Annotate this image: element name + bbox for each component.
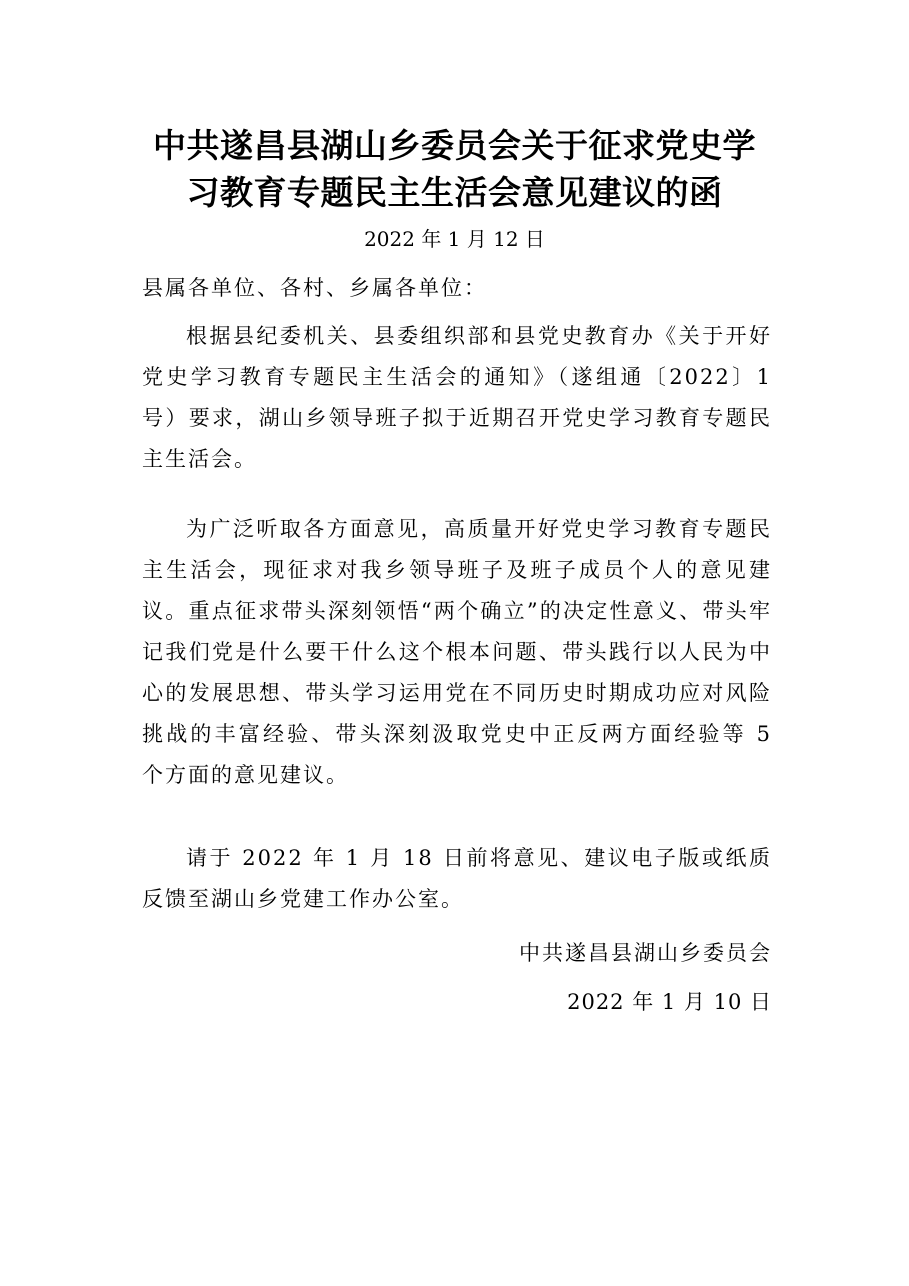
document-date: 2022 年 1 月 12 日 bbox=[364, 227, 545, 251]
salutation: 县属各单位、各村、乡属各单位： bbox=[142, 276, 487, 300]
signature-organization: 中共遂昌县湖山乡委员会 bbox=[519, 941, 772, 965]
body-paragraph-3: 请于 2022 年 1 月 18 日前将意见、建议电子版或纸质反馈至湖山乡党建工作办公室。 bbox=[142, 846, 772, 911]
body-paragraph-1: 根据县纪委机关、县委组织部和县党史教育办《关于开好党史学习教育专题民主生活会的通知》（遂组通〔2022〕1 号）要求，湖山乡领导班子拟于近期召开党史学习教育专题民主生活会。 bbox=[142, 324, 772, 471]
document-title bbox=[120, 122, 789, 216]
title-line-2: 习教育专题民主生活会意见建议的函 bbox=[186, 173, 723, 212]
title-line-1: 中共遂昌县湖山乡委员会关于征求党史学 bbox=[153, 126, 756, 165]
body-paragraph-2: 为广泛听取各方面意见，高质量开好党史学习教育专题民主生活会，现征求对我乡领导班子及班子成员个人的意见建议。重点征求带头深刻领悟“两个确立”的决定性意义、带头牢记我们党是什么要干什么这个根本问题、带头践行以人民为中心的发展思想、带头学习运用党在不同历史时期成功应对风险挑战的丰富经验、带头深刻汲取党史中正反两方面经验等 5 个方面的意见建议。 bbox=[142, 517, 772, 787]
signature-date: 2022 年 1 月 10 日 bbox=[567, 990, 772, 1014]
